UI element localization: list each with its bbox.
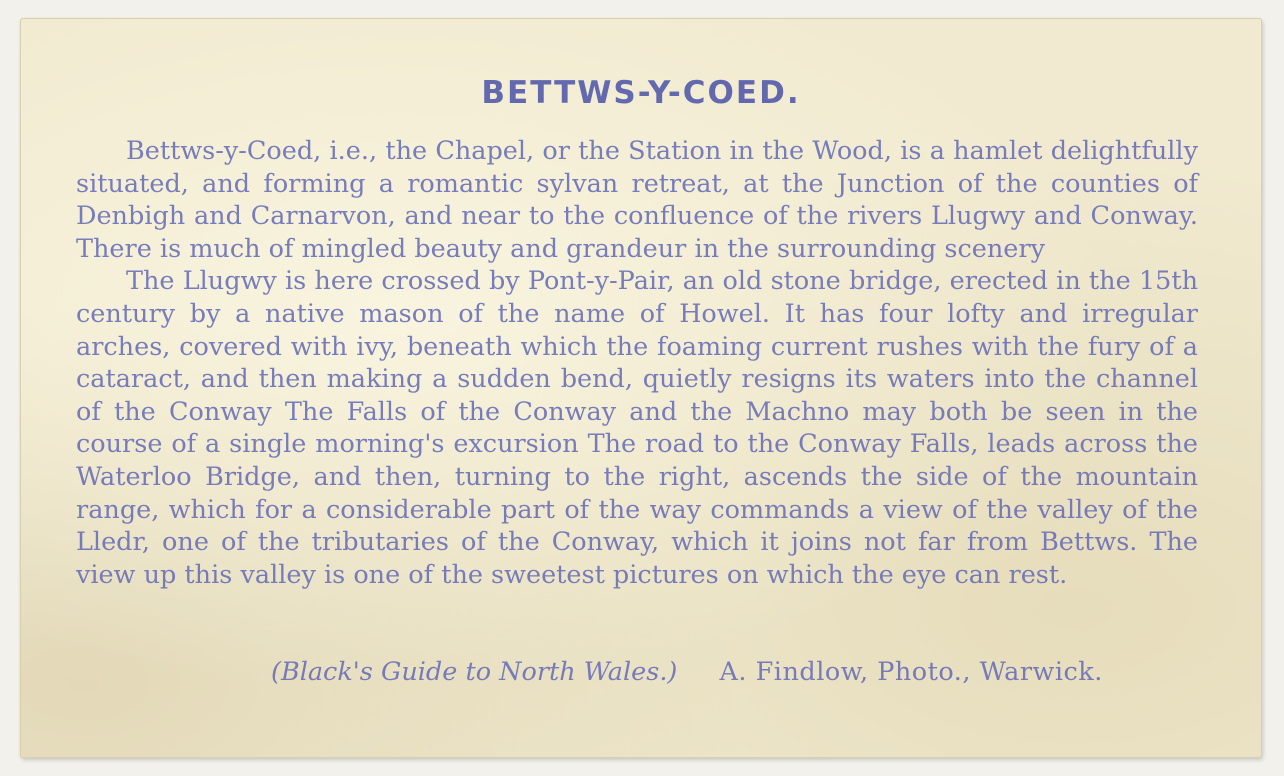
paragraph-2: The Llugwy is here crossed by Pont-y-Pair, an old stone bridge, erected in the 15th century by a native mason of the name of Howel. It has four lofty and irregular arches, covered with ivy, beneath which the foaming current rushes with the fury of a cataract, and then making a sudden bend, quietly resigns its waters into the channel of the Conway The Falls of the Conway and the Machno may both be seen in the course of a single morning's excursion The road to the Conway Falls, leads across the Waterloo Bridge, and then, turning to the right, ascends the side of the mountain range, which for a considerable part of the way commands a view of the valley of the Lledr, one of the tributaries of the Conway, which it joins not far from Bettws. The view up this valley is one of the sweetest pictures on which the eye can rest.	[76, 266, 1198, 590]
paragraph-1: Bettws-y-Coed, i.e., the Chapel, or the Station in the Wood, is a hamlet delightfully situated, and forming a romantic sylvan retreat, at the Junction of the counties of Denbigh and Carnarvon, and near to the confluence of the rivers Llugwy and Conway. There is much of mingled beauty and grandeur in the surrounding scenery	[76, 136, 1198, 264]
source-citation: (Black's Guide to North Wales.)	[271, 657, 678, 687]
stereoview-card-back	[20, 18, 1262, 758]
card-title: BETTWS-Y-COED.	[481, 75, 801, 111]
photographer-credit: A. Findlow, Photo., Warwick.	[719, 657, 1103, 687]
credit-line	[271, 656, 1191, 688]
description-text	[76, 135, 1198, 591]
